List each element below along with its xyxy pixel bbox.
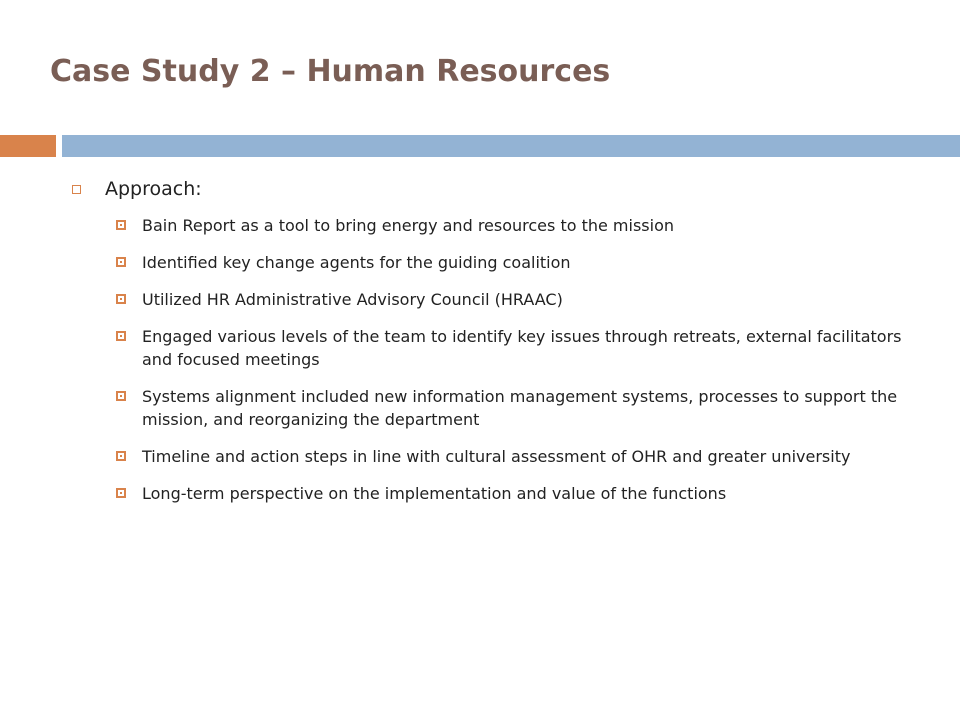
list-item-text: Utilized HR Administrative Advisory Council (HRAAC) (142, 290, 563, 309)
list-item (116, 482, 916, 505)
square-bullet-icon (116, 294, 126, 304)
list-item (116, 445, 916, 468)
accent-bar-orange (0, 135, 56, 157)
list-item-text: Engaged various levels of the team to identify key issues through retreats, external facilitators and focused meetings (142, 327, 902, 369)
list-item-text: Systems alignment included new information management systems, processes to support the mission, and reorganizing the department (142, 387, 898, 429)
list-item-text: Bain Report as a tool to bring energy and resources to the mission (142, 216, 675, 235)
list-item (116, 288, 916, 311)
slide-content (72, 178, 932, 519)
list-item (116, 214, 916, 237)
square-bullet-icon (116, 391, 126, 401)
list-item-text: Timeline and action steps in line with cultural assessment of OHR and greater university (142, 447, 851, 466)
square-bullet-icon (116, 220, 126, 230)
list-item-text: Identified key change agents for the guiding coalition (142, 253, 571, 272)
list-item (116, 385, 916, 431)
square-bullet-icon (116, 257, 126, 267)
square-bullet-icon (116, 451, 126, 461)
approach-heading (72, 178, 932, 200)
accent-bar-blue (62, 135, 960, 157)
approach-list (72, 214, 932, 505)
slide-title: Case Study 2 – Human Resources (50, 54, 611, 89)
square-bullet-icon (116, 488, 126, 498)
list-item-text: Long-term perspective on the implementation and value of the functions (142, 484, 727, 503)
square-bullet-icon (72, 185, 81, 194)
list-item (116, 251, 916, 274)
list-item (116, 325, 916, 371)
square-bullet-icon (116, 331, 126, 341)
approach-label: Approach: (105, 178, 202, 200)
